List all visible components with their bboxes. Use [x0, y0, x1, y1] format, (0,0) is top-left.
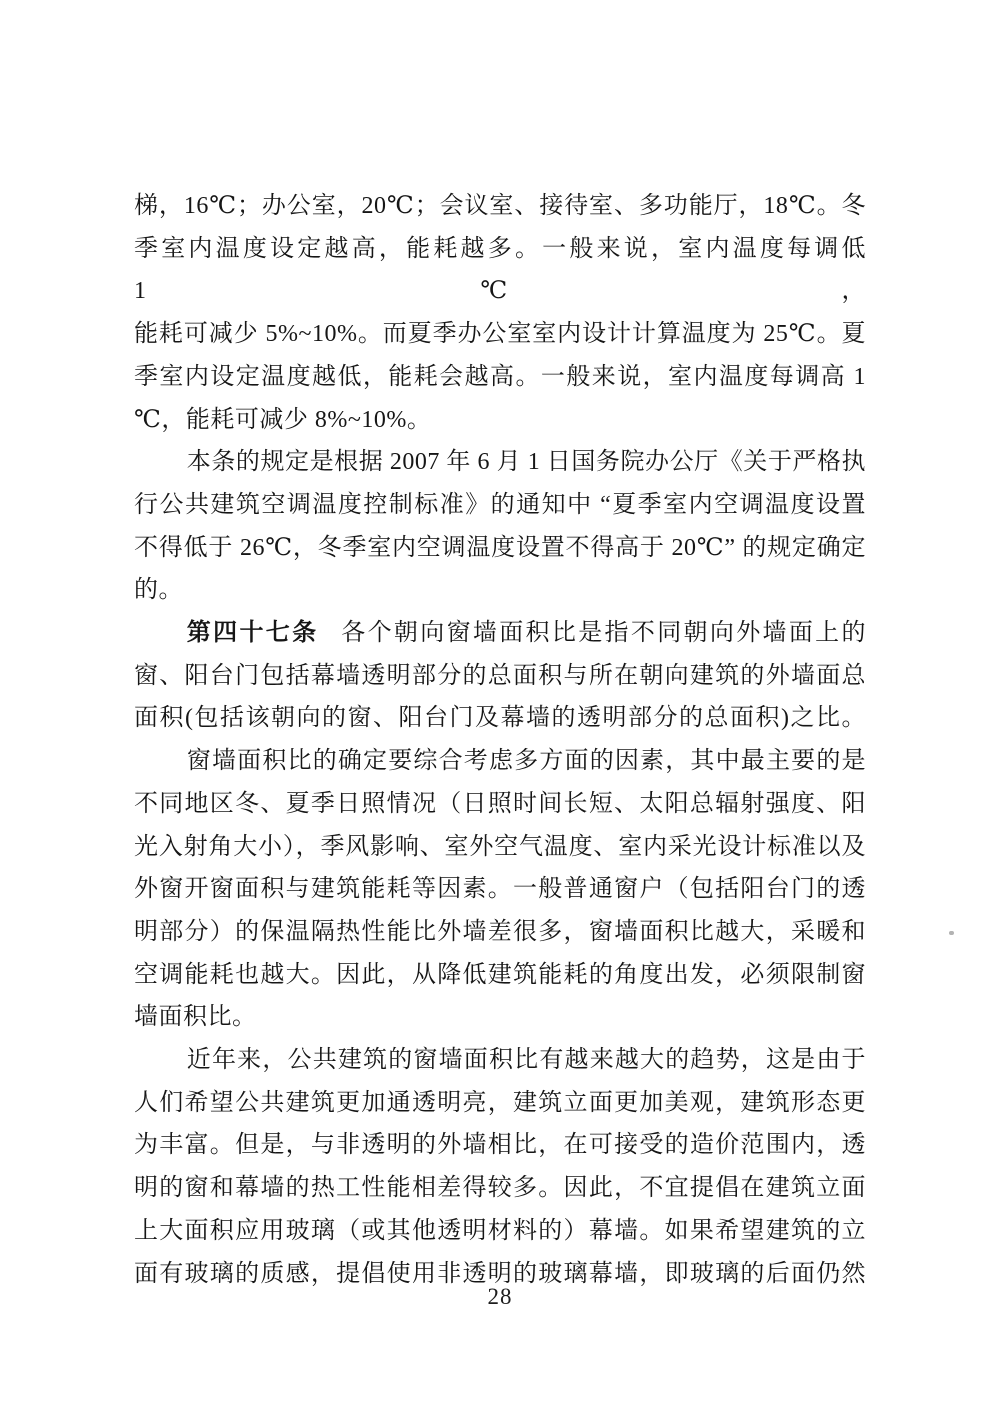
text-line: 近年来，公共建筑的窗墙面积比有越来越大的趋势，这是由于 — [186, 1047, 866, 1074]
text-line: 上大面积应用玻璃（或其他透明材料的）幕墙。如果希望建筑的立 — [134, 1217, 866, 1244]
text-line: 人们希望公共建筑更加通透明亮，建筑立面更加美观，建筑形态更 — [134, 1089, 866, 1116]
text-line: 梯，16℃；办公室，20℃；会议室、接待室、多功能厅，18℃。冬 — [134, 193, 866, 219]
page-number: 28 — [487, 1284, 513, 1309]
text-line: 窗墙面积比的确定要综合考虑多方面的因素，其中最主要的是 — [186, 748, 866, 775]
text-line: 明的窗和幕墙的热工性能相差得较多。因此，不宜提倡在建筑立面 — [134, 1175, 866, 1202]
text-block — [134, 185, 866, 1295]
article-number-bold: 第四十七条 — [186, 620, 319, 647]
text-line: 空调能耗也越大。因此，从降低建筑能耗的角度出发，必须限制窗 — [134, 961, 866, 988]
text-line: 不得低于 26℃，冬季室内空调温度设置不得高于 20℃” 的规定确定 — [134, 534, 866, 561]
text-line: 行公共建筑空调温度控制标准》的通知中 “夏季室内空调温度设置 — [134, 491, 866, 518]
text-line: 季室内设定温度越低，能耗会越高。一般来说，室内温度每调高 1 — [134, 363, 866, 390]
text-line: 面有玻璃的质感，提倡使用非透明的玻璃幕墙，即玻璃的后面仍然 — [134, 1260, 866, 1287]
text-line: 不同地区冬、夏季日照情况（日照时间长短、太阳总辐射强度、阳 — [134, 790, 866, 817]
text-line: ℃，能耗可减少 8%~10%。 — [134, 406, 432, 433]
text-line: 外窗开窗面积与建筑能耗等因素。一般普通窗户（包括阳台门的透 — [134, 876, 866, 903]
text-line: 面积(包括该朝向的窗、阳台门及幕墙的透明部分的总面积)之比。 — [134, 705, 866, 732]
text-line: 能耗可减少 5%~10%。而夏季办公室室内设计计算温度为 25℃。夏 — [134, 321, 866, 348]
page-footer — [0, 1284, 1000, 1310]
text-line: 墙面积比。 — [134, 1004, 257, 1031]
text-line: 明部分）的保温隔热性能比外墙差很多，窗墙面积比越大，采暖和 — [134, 918, 866, 945]
scan-artifact-dot — [949, 931, 954, 935]
text-line: 窗、阳台门包括幕墙透明部分的总面积与所在朝向建筑的外墙面总 — [134, 662, 866, 689]
text-line: 本条的规定是根据 2007 年 6 月 1 日国务院办公厅《关于严格执 — [186, 449, 866, 476]
text-line: 的。 — [134, 577, 183, 604]
text-line: 第四十七条 各个朝向窗墙面积比是指不同朝向外墙面上的 — [186, 620, 867, 647]
text-line: 光入射角大小），季风影响、室外空气温度、室内采光设计标准以及 — [134, 833, 866, 860]
text-line: 季室内温度设定越高，能耗越多。一般来说，室内温度每调低 1℃， — [134, 235, 866, 305]
text-line: 为丰富。但是，与非透明的外墙相比，在可接受的造价范围内，透 — [134, 1132, 866, 1159]
